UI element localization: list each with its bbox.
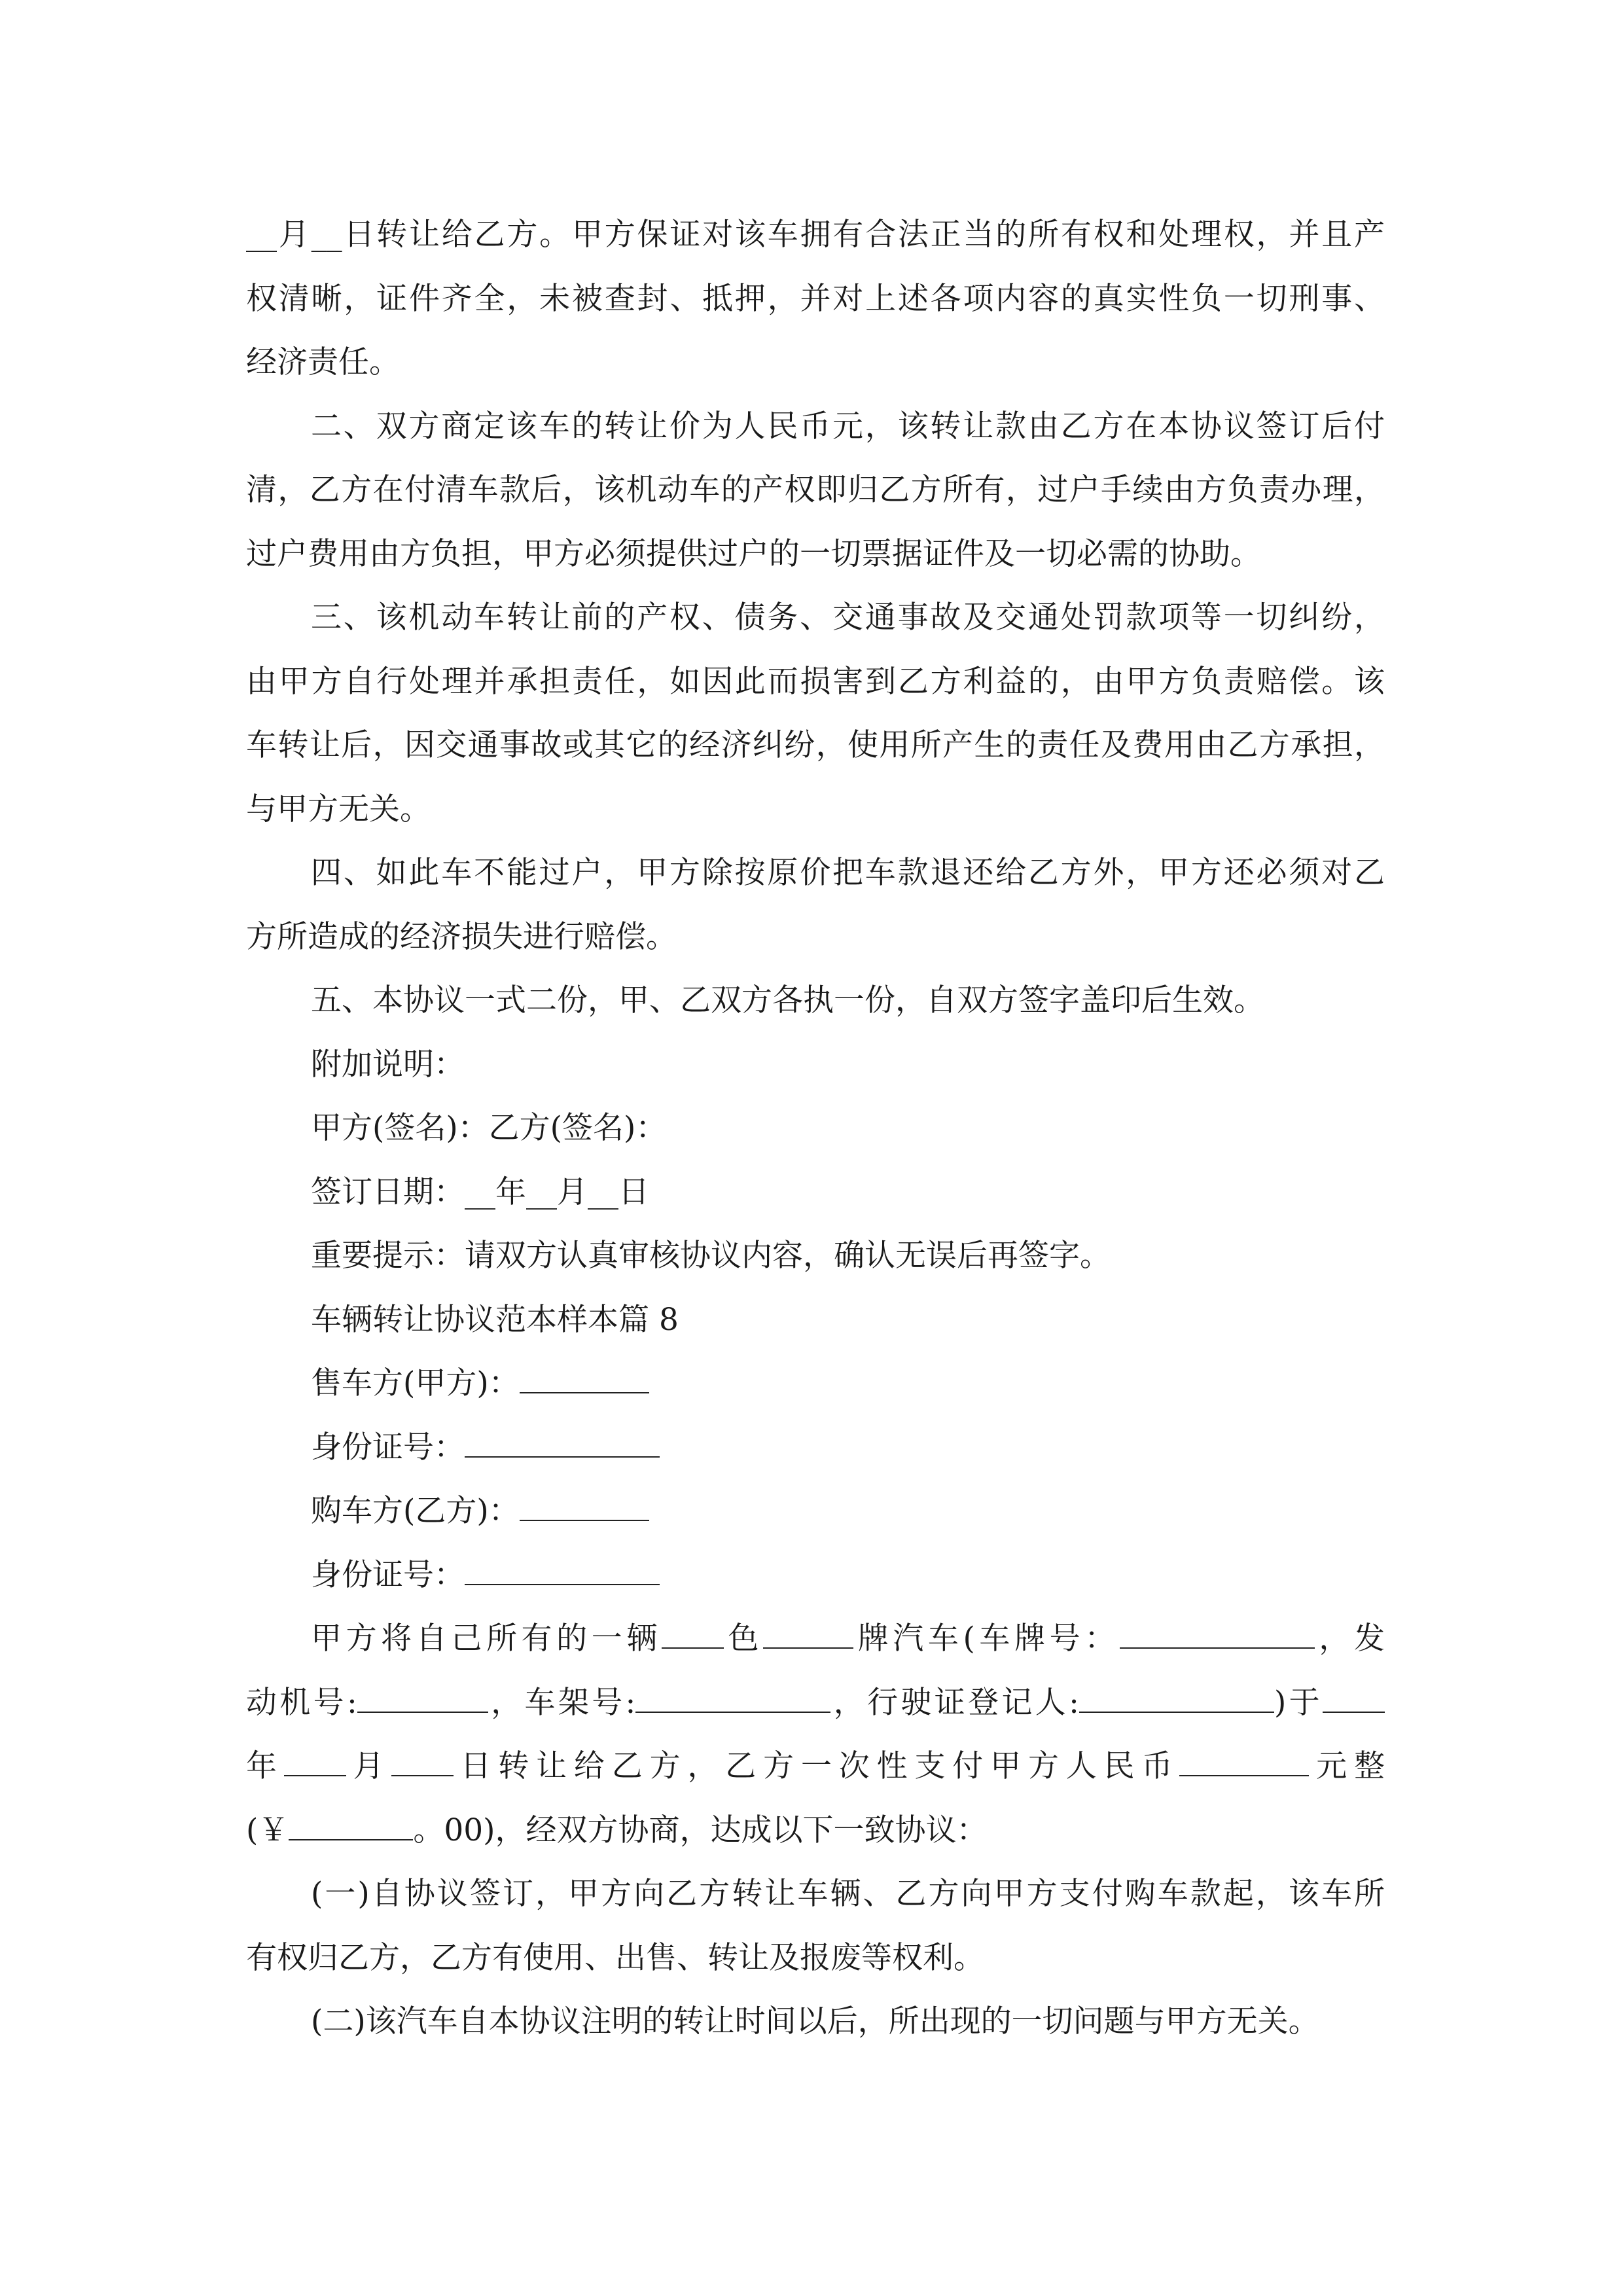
sign-date-line: 签订日期：__年__月__日 <box>311 1174 649 1210</box>
clause-text: 动机号: <box>246 1684 357 1721</box>
buyer-blank <box>520 1494 649 1521</box>
paragraph-line: 二、双方商定该车的转让价为人民币元，该转让款由乙方在本协议签订后付 <box>311 408 1385 444</box>
frame-blank <box>635 1685 830 1713</box>
day-blank <box>391 1749 454 1776</box>
registrant-blank <box>1079 1685 1274 1713</box>
clause-text: 甲方将自己所有的一辆 <box>311 1621 662 1657</box>
year-blank <box>1323 1685 1385 1713</box>
clause-text: 元整 <box>1309 1748 1385 1784</box>
paragraph-line: 四、如此车不能过户，甲方除按原价把车款退还给乙方外，甲方还必须对乙 <box>311 855 1385 891</box>
clause-text: 年 <box>246 1748 284 1784</box>
buyer-label: 购车方(乙方)： <box>311 1493 520 1529</box>
buyer-field <box>246 1479 1385 1543</box>
paragraph-line: 权清晰，证件齐全，未被查封、抵押，并对上述各项内容的真实性负一切刑事、 <box>246 280 1385 317</box>
color-blank <box>662 1621 724 1649</box>
clause-line <box>246 1799 1385 1863</box>
clause-text: ，发 <box>1314 1621 1385 1657</box>
engine-blank <box>357 1685 488 1713</box>
section-title: 车辆转让协议范本样本篇 8 <box>311 1301 679 1338</box>
paragraph-line: 由甲方自行处理并承担责任，如因此而损害到乙方利益的，由甲方负责赔偿。该 <box>246 663 1385 700</box>
paragraph-line: 过户费用由方负担，甲方必须提供过户的一切票据证件及一切必需的协助。 <box>246 535 1261 572</box>
paragraph-line: 三、该机动车转让前的产权、债务、交通事故及交通处罚款项等一切纠纷， <box>311 600 1385 636</box>
amount-blank <box>1179 1749 1309 1776</box>
amount-figure-blank <box>289 1813 413 1840</box>
clause-text: ，行驶证登记人: <box>830 1684 1079 1721</box>
paragraph-line: 有权归乙方，乙方有使用、出售、转让及报废等权利。 <box>246 1939 984 1976</box>
paragraph-line: (一)自协议签订，甲方向乙方转让车辆、乙方向甲方支付购车款起，该车所 <box>311 1876 1385 1912</box>
paragraph-line: 五、本协议一式二份，甲、乙双方各执一份，自双方签字盖印后生效。 <box>311 982 1264 1018</box>
clause-text: 色 <box>723 1621 764 1657</box>
buyer-id-blank <box>465 1558 660 1585</box>
clause-text: ，车架号: <box>488 1684 636 1721</box>
note-label: 附加说明： <box>311 1046 465 1083</box>
buyer-id-field <box>246 1543 1385 1607</box>
seller-blank <box>520 1366 649 1393</box>
paragraph-line: 车转让后，因交通事故或其它的经济纠纷，使用所产生的责任及费用由乙方承担， <box>246 727 1385 763</box>
seller-field <box>246 1352 1385 1416</box>
seller-id-field <box>246 1416 1385 1480</box>
document-page <box>246 203 1385 2054</box>
seller-id-label: 身份证号： <box>311 1429 465 1465</box>
paragraph-line: 与甲方无关。 <box>246 791 431 827</box>
brand-blank <box>763 1621 853 1649</box>
signature-line: 甲方(签名)：乙方(签名)： <box>311 1110 667 1146</box>
paragraph-line: 清，乙方在付清车款后，该机动车的产权即归乙方所有，过户手续由方负责办理， <box>246 472 1385 508</box>
paragraph-line: __月__日转让给乙方。甲方保证对该车拥有合法正当的所有权和处理权，并且产 <box>246 217 1385 253</box>
paragraph-line: 经济责任。 <box>246 344 400 380</box>
paragraph-line: 方所造成的经济损失进行赔偿。 <box>246 918 677 955</box>
clause-line <box>246 1734 1385 1799</box>
clause-text: 牌汽车(车牌号： <box>853 1621 1120 1657</box>
clause-text: 。00)，经双方协商，达成以下一致协议： <box>413 1812 988 1848</box>
clause-text: 日转让给乙方，乙方一次性支付甲方人民币 <box>453 1748 1180 1784</box>
clause-line <box>246 1671 1385 1735</box>
seller-label: 售车方(甲方)： <box>311 1365 520 1401</box>
month-blank <box>284 1749 346 1776</box>
clause-line <box>246 1607 1385 1671</box>
clause-text: 月 <box>346 1748 391 1784</box>
plate-blank <box>1120 1621 1315 1649</box>
clause-text: )于 <box>1274 1684 1323 1721</box>
buyer-id-label: 身份证号： <box>311 1556 465 1593</box>
paragraph-line: (二)该汽车自本协议注明的转让时间以后，所出现的一切问题与甲方无关。 <box>311 2003 1319 2039</box>
seller-id-blank <box>465 1430 660 1458</box>
clause-text: (￥ <box>246 1812 289 1848</box>
reminder-line: 重要提示：请双方认真审核协议内容，确认无误后再签字。 <box>311 1238 1111 1274</box>
